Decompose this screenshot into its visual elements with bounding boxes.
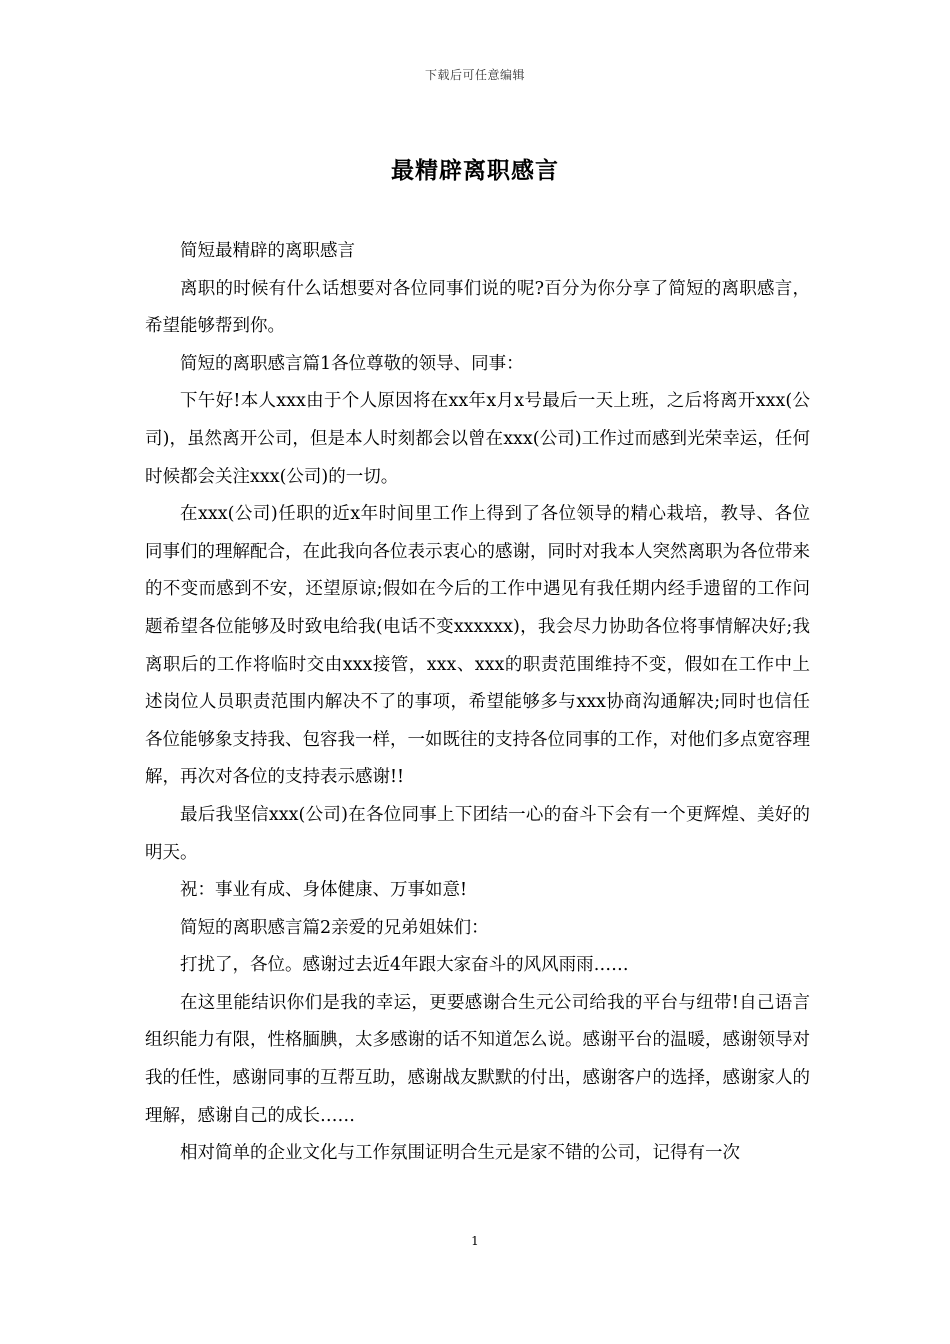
document-body	[145, 233, 810, 1173]
paragraph: 简短最精辟的离职感言	[180, 241, 355, 261]
page-number: 1	[471, 1234, 479, 1248]
paragraph: 在xxx(公司)任职的近x年时间里工作上得到了各位领导的精心栽培，教导、各位同事们的理解配合，在此我向各位表示衷心的感谢，同时对我本人突然离职为各位带来的不变而感到不安，还望原谅;假如在今后的工作中遇见有我任期内经手遗留的工作问题希望各位能够及时致电给我(电话不变xxxxxx)，我会尽力协助各位将事情解决好;我离职后的工作将临时交由xxx接管，xxx、xxx的职责范围维持不变，假如在工作中上述岗位人员职责范围内解决不了的事项，希望能够多与xxx协商沟通解决;同时也信任各位能够象支持我、包容我一样，一如既往的支持各位同事的工作，对他们多点宽容理解，再次对各位的支持表示感谢!!	[145, 504, 810, 788]
paragraph: 简短的离职感言篇2亲爱的兄弟姐妹们：	[180, 917, 489, 938]
header-note: 下载后可任意编辑	[424, 68, 525, 82]
document-title: 最精辟离职感言	[391, 157, 559, 184]
paragraph: 下午好!本人xxx由于个人原因将在xx年x月x号最后一天上班，之后将离开xxx(公司)，虽然离开公司，但是本人时刻都会以曾在xxx(公司)工作过而感到光荣幸运，任何时候都会关注xxx(公司)的一切。	[145, 391, 810, 487]
paragraph: 打扰了，各位。感谢过去近4年跟大家奋斗的风风雨雨……	[180, 955, 629, 976]
paragraph: 相对简单的企业文化与工作氛围证明合生元是家不错的公司，记得有一次	[180, 1143, 740, 1164]
paragraph: 简短的离职感言篇1各位尊敬的领导、同事：	[180, 353, 524, 374]
paragraph: 祝：事业有成、身体健康、万事如意!	[180, 880, 468, 901]
paragraph: 在这里能结识你们是我的幸运，更要感谢合生元公司给我的平台与纽带!自己语言组织能力有限，性格腼腆，太多感谢的话不知道怎么说。感谢平台的温暖，感谢领导对我的任性，感谢同事的互帮互助，感谢战友默默的付出，感谢客户的选择，感谢家人的理解，感谢自己的成长……	[145, 992, 810, 1126]
paragraph: 离职的时候有什么话想要对各位同事们说的呢?百分为你分享了简短的离职感言，希望能够帮到你。	[145, 278, 810, 337]
paragraph: 最后我坚信xxx(公司)在各位同事上下团结一心的奋斗下会有一个更辉煌、美好的明天。	[145, 804, 810, 863]
